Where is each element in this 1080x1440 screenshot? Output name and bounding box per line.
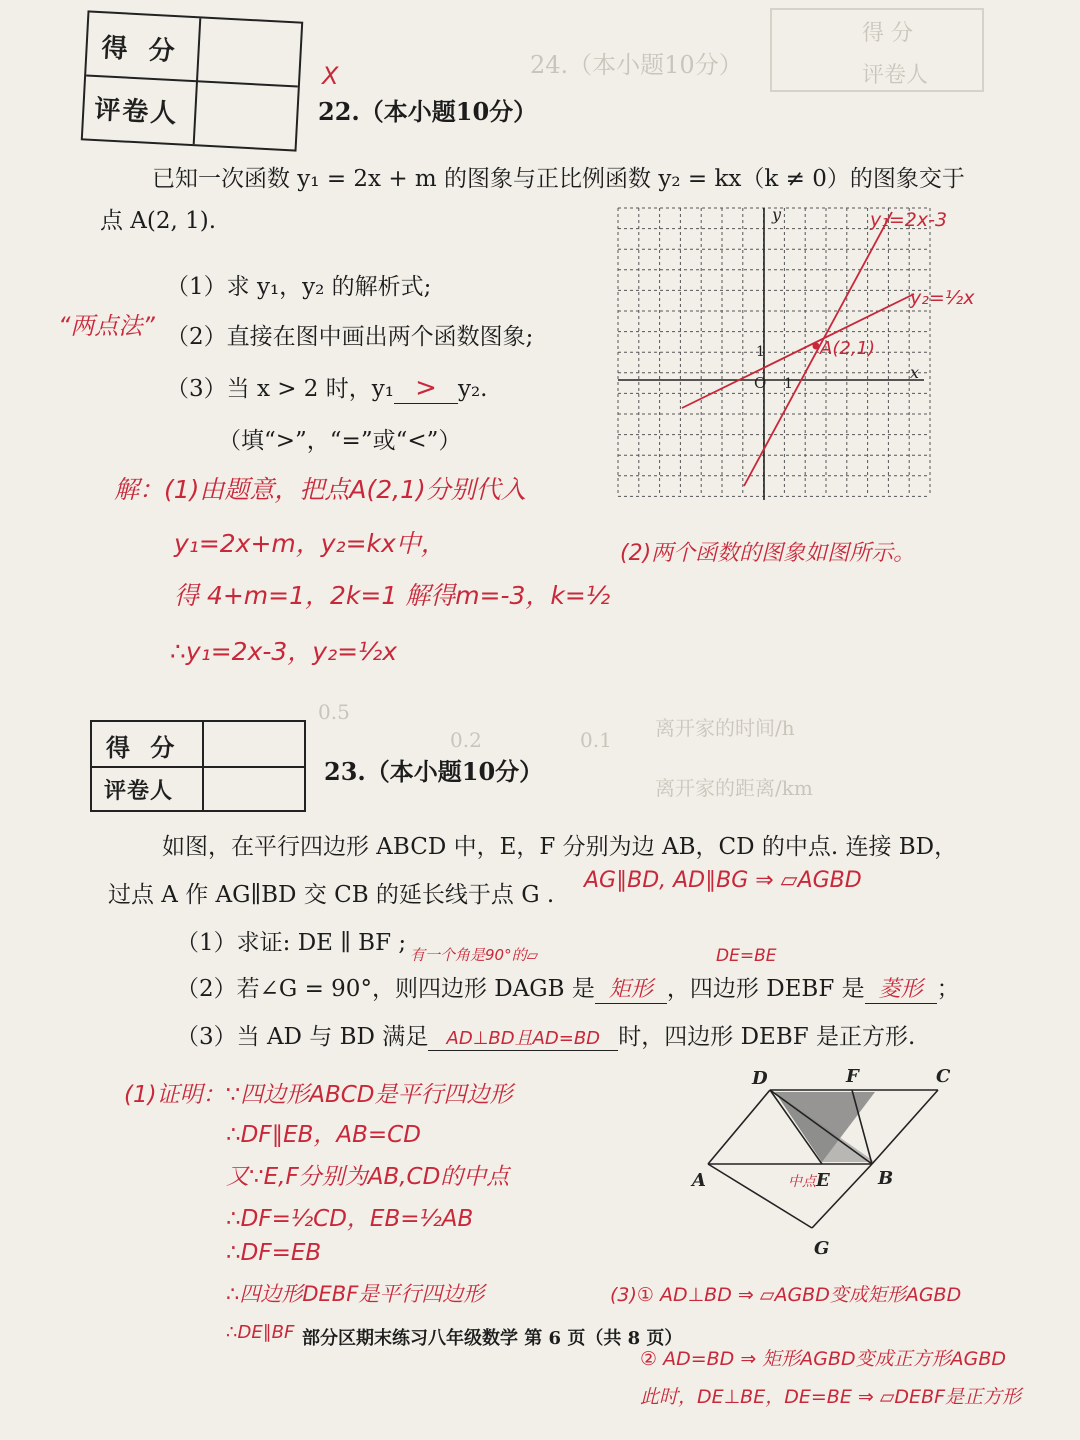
- score-label: 得 分: [100, 33, 182, 68]
- line-y2-label: y₂=½x: [910, 287, 975, 309]
- reviewer-label: 评卷人: [104, 778, 174, 804]
- q23-part2-answer2[interactable]: 菱形: [865, 972, 937, 1004]
- q22-stem-line1: 已知一次函数 y₁ = 2x + m 的图象与正比例函数 y₂ = kx（k ≠ 0）的图象交于: [152, 166, 965, 192]
- q23-proof-line: ∴DF=EB: [226, 1240, 322, 1266]
- question-number: 23.: [324, 757, 366, 786]
- q23-part3: [176, 1018, 915, 1051]
- q23-part3-prefix: （3）当 AD 与 BD 满足: [176, 1024, 429, 1050]
- q23-part2-note1: 有一个角是90°的▱: [410, 946, 539, 964]
- q23-proof-line: ∴四边形DEBF是平行四边形: [226, 1282, 485, 1306]
- q22-part1: （1）求 y₁，y₂ 的解析式;: [166, 274, 432, 300]
- question-points: （本小题10分）: [365, 757, 544, 786]
- q22-part3-hint: （填“>”，“=”或“<”）: [218, 428, 462, 454]
- origin-label: O: [754, 374, 767, 392]
- side-note: “两点法”: [58, 312, 155, 340]
- score-label: 得 分: [106, 733, 181, 762]
- midpoint-note: 中点: [788, 1174, 816, 1190]
- vertex-e: E: [816, 1170, 830, 1191]
- q23-part2: [176, 970, 960, 1004]
- q23-part2-prefix: （2）若∠G = 90°，则四边形 DAGB 是: [176, 976, 595, 1002]
- q22-solution-line: 解：(1)由题意，把点A(2,1)分别代入: [114, 475, 526, 504]
- q22-solution-line: ∴y₁=2x-3，y₂=½x: [170, 637, 398, 666]
- q23-note-parallelogram: AG∥BD, AD∥BG ⇒ ▱AGBD: [584, 868, 862, 893]
- q23-proof-line: ∴DF∥EB，AB=CD: [226, 1122, 421, 1148]
- y-tick-one: 1: [756, 344, 765, 360]
- point-a: [813, 343, 820, 350]
- q23-proof-line: ∴DE∥BF: [226, 1322, 295, 1343]
- q22-coordinate-graph: [614, 206, 994, 502]
- q22-stem-line2: 点 A(2, 1).: [100, 208, 217, 234]
- x-axis-label: x: [910, 363, 920, 382]
- q23-part3-solution-line: 此时，DE⊥BE，DE=BE ⇒ ▱DEBF是正方形: [640, 1386, 1022, 1408]
- vertex-c: C: [936, 1066, 951, 1087]
- ghost-reviewer-label: 评卷人: [862, 63, 929, 88]
- ghost-score-box: [770, 8, 984, 92]
- q23-part3-answer[interactable]: AD⊥BD且AD=BD: [428, 1024, 618, 1051]
- ghost-table-row2: 离开家的距离/km: [655, 776, 813, 800]
- q23-part2-mid: ，四边形 DEBF 是: [666, 976, 865, 1002]
- ghost-val: 0.1: [580, 728, 612, 752]
- q23-part3-solution-line: ② AD=BD ⇒ 矩形AGBD变成正方形AGBD: [640, 1348, 1007, 1370]
- ghost-val: 0.2: [450, 728, 482, 752]
- q23-proof-line: 又∵E,F分别为AB,CD的中点: [226, 1164, 510, 1190]
- question-number: 22.: [318, 97, 360, 126]
- score-box-23: [90, 720, 306, 812]
- page-footer: 部分区期末练习八年级数学 第 6 页（共 8 页）: [302, 1328, 683, 1349]
- vertex-f: F: [846, 1066, 859, 1087]
- q23-part2-note2: DE=BE: [716, 946, 777, 966]
- q22-solution-line: 得 4+m=1，2k=1 解得m=-3，k=½: [174, 581, 611, 610]
- q23-part3-suffix: 时，四边形 DEBF 是正方形.: [618, 1024, 916, 1050]
- line-y1-label: y₁=2x-3: [870, 209, 948, 231]
- ghost-question-24: 24.（本小题10分）: [530, 51, 743, 79]
- q23-part1: （1）求证: DE ∥ BF ;: [176, 930, 407, 956]
- score-box-22: [81, 10, 304, 151]
- grading-mark: X: [322, 62, 339, 90]
- vertex-g: G: [814, 1238, 830, 1259]
- q22-part3-prefix: （3）当 x > 2 时，y₁: [166, 376, 394, 402]
- reviewer-label: 评卷人: [93, 94, 180, 130]
- q22-part3: [166, 370, 488, 404]
- q23-part2-end: ；: [936, 976, 960, 1002]
- q23-proof-line: (1)证明：∵四边形ABCD是平行四边形: [124, 1082, 513, 1108]
- q22-solution-line: y₁=2x+m，y₂=kx中，: [174, 529, 446, 558]
- question-points: （本小题10分）: [359, 97, 538, 126]
- q22-part2: （2）直接在图中画出两个函数图象;: [166, 324, 534, 350]
- question-23-title: [324, 752, 543, 787]
- question-22-title: [318, 92, 537, 127]
- q22-part3-suffix: y₂.: [457, 376, 488, 402]
- ghost-table-row1: 离开家的时间/h: [655, 716, 795, 740]
- q23-proof-line: ∴DF=½CD，EB=½AB: [226, 1206, 474, 1232]
- vertex-b: B: [878, 1168, 894, 1189]
- q23-stem-line2: 过点 A 作 AG∥BD 交 CB 的延长线于点 G .: [108, 882, 555, 908]
- q23-part3-solution-line: (3)① AD⊥BD ⇒ ▱AGBD变成矩形AGBD: [610, 1284, 962, 1306]
- vertex-a: A: [692, 1170, 706, 1191]
- q23-stem-line1: 如图，在平行四边形 ABCD 中，E，F 分别为边 AB，CD 的中点. 连接 BD，: [162, 834, 958, 860]
- ghost-score-label: 得 分: [862, 21, 913, 46]
- y-axis-label: y: [772, 206, 782, 224]
- q23-part2-answer1[interactable]: 矩形: [595, 972, 667, 1004]
- q22-solution-part2: (2)两个函数的图象如图所示。: [620, 541, 916, 566]
- point-a-label: A(2,1): [820, 338, 875, 359]
- q22-part3-answer[interactable]: >: [394, 373, 458, 404]
- ghost-val: 0.5: [318, 700, 350, 724]
- vertex-d: D: [752, 1068, 768, 1089]
- q23-figure: [680, 1060, 970, 1260]
- x-tick-one: 1: [784, 376, 793, 392]
